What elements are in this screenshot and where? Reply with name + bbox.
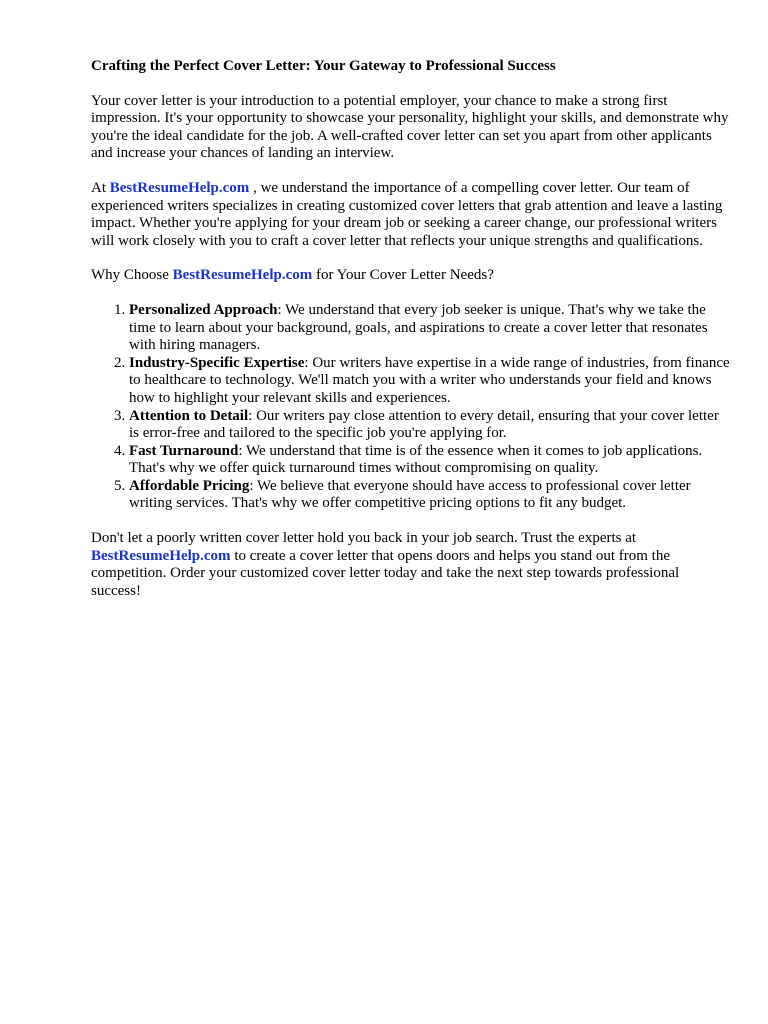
about-text-before: At bbox=[91, 179, 110, 196]
closing-paragraph bbox=[91, 530, 731, 600]
list-item-term: Industry-Specific Expertise bbox=[129, 354, 305, 371]
site-link[interactable]: BestResumeHelp.com bbox=[172, 267, 313, 284]
site-link[interactable]: BestResumeHelp.com bbox=[91, 547, 231, 564]
closing-text-after: to create a cover letter that opens doors and helps you stand out from the competition. Order your customized cover letter today and take the next step towards professional success! bbox=[91, 547, 680, 599]
list-item-term: Attention to Detail bbox=[129, 407, 249, 424]
why-text-before: Why Choose bbox=[91, 267, 173, 284]
about-text-after: , we understand the importance of a compelling cover letter. Our team of experienced writers specializes in creating customized cover letters that grab attention and leave a lasting impact. Whether you're applying for your dream job or seeking a career change, our professional writers will work closely with you to craft a cover letter that reflects your unique strengths and qualifications. bbox=[91, 179, 723, 249]
closing-text-before: Don't let a poorly written cover letter hold you back in your job search. Trust the experts at bbox=[91, 530, 637, 547]
list-item-term: Affordable Pricing bbox=[129, 477, 250, 494]
about-paragraph bbox=[91, 180, 731, 250]
document-page bbox=[91, 58, 731, 617]
list-item-term: Personalized Approach bbox=[129, 301, 278, 318]
list-item-term: Fast Turnaround bbox=[129, 442, 239, 459]
list-item-text: : Our writers have expertise in a wide range of industries, from finance to healthcare to technology. We'll match you with a writer who understands your field and knows how to highlight your relevant skills and experiences. bbox=[129, 354, 730, 406]
list-item-text: : Our writers pay close attention to every detail, ensuring that your cover letter is error-free and tailored to the specific job you're applying for. bbox=[129, 407, 719, 442]
list-item bbox=[129, 408, 731, 443]
document-title: Crafting the Perfect Cover Letter: Your Gateway to Professional Success bbox=[91, 58, 556, 74]
why-text-after: for Your Cover Letter Needs? bbox=[312, 267, 494, 284]
list-item bbox=[129, 355, 731, 408]
list-item bbox=[129, 302, 731, 355]
list-item-text: : We understand that time is of the essence when it comes to job applications. That's why we offer quick turnaround times without compromising on quality. bbox=[129, 442, 703, 477]
list-item-text: : We believe that everyone should have access to professional cover letter writing services. That's why we offer competitive pricing options to fit any budget. bbox=[129, 477, 691, 512]
intro-paragraph: Your cover letter is your introduction to a potential employer, your chance to make a strong first impression. It's your opportunity to showcase your personality, highlight your skills, and demonstrate why you're the ideal candidate for the job. A well-crafted cover letter can set you apart from other applicants and increase your chances of landing an interview. bbox=[91, 92, 729, 162]
list-item-text: : We understand that every job seeker is unique. That's why we take the time to learn about your background, goals, and aspirations to create a cover letter that resonates with hiring managers. bbox=[129, 301, 708, 354]
benefits-list bbox=[91, 302, 731, 513]
site-link[interactable]: BestResumeHelp.com bbox=[109, 179, 250, 196]
list-item bbox=[129, 443, 731, 478]
list-item bbox=[129, 478, 731, 513]
why-choose-heading bbox=[91, 267, 731, 285]
